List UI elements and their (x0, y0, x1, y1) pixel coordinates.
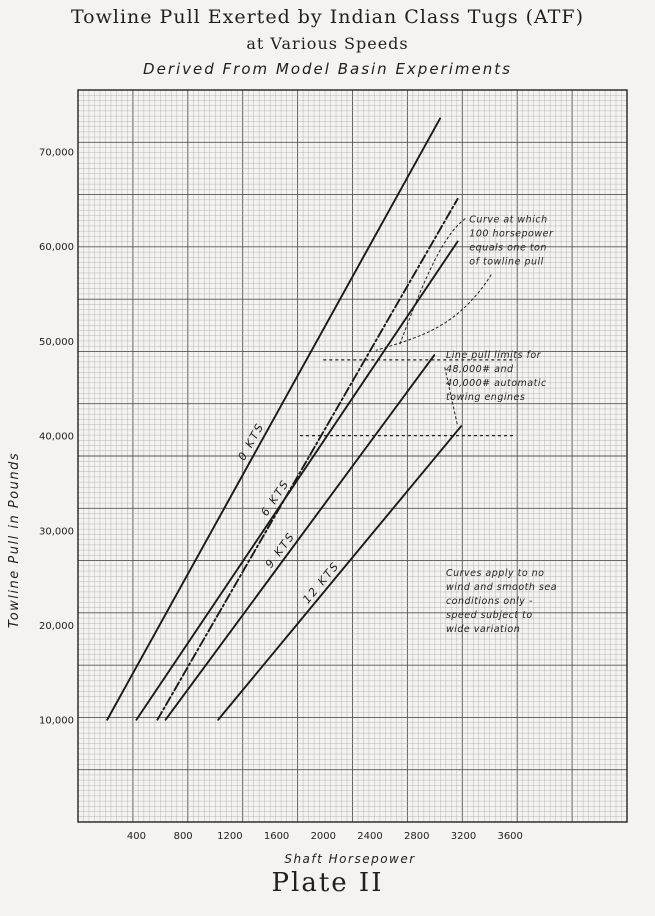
x-tick-label: 1200 (217, 831, 243, 842)
x-tick-label: 2400 (357, 831, 383, 842)
plate-label: Plate II (271, 868, 384, 898)
series-label: 9 KTS (262, 529, 298, 571)
x-tick-label: 3200 (450, 831, 477, 842)
series-line (136, 242, 457, 720)
annotation-text: conditions only - (445, 595, 533, 607)
x-tick-label: 2800 (404, 831, 430, 842)
y-axis-label: Towline Pull in Pounds (7, 451, 22, 629)
chart-subtitle: at Various Speeds (246, 34, 409, 53)
y-tick-label: 50,000 (39, 336, 74, 348)
y-tick-label: 30,000 (39, 526, 74, 538)
annotation-text: towing engines (445, 391, 526, 403)
x-tick-label: 1600 (263, 831, 290, 842)
chart-subtitle-source: Derived From Model Basin Experiments (143, 60, 512, 78)
y-tick-label: 10,000 (39, 715, 74, 727)
series-label: 12 KTS (300, 558, 343, 607)
x-tick-label: 3600 (497, 831, 523, 842)
annotation-text: equals one ton (469, 242, 547, 254)
annotation-text: Line pull limits for (445, 349, 542, 361)
y-tick-label: 60,000 (39, 242, 74, 254)
y-tick-label: 70,000 (39, 147, 74, 159)
x-tick-label: 2000 (310, 831, 337, 842)
series-label: 0 KTS (235, 420, 267, 463)
grid (78, 90, 627, 822)
x-tick-label: 800 (173, 831, 193, 842)
series-line (107, 118, 440, 719)
annotation-text: Curves apply to no (445, 567, 545, 579)
annotation-text: Curve at which (469, 214, 548, 226)
annotation-text: wide variation (445, 623, 521, 635)
y-tick-label: 20,000 (39, 621, 74, 633)
annotation-text: 100 horsepower (469, 228, 554, 240)
annotation-text: wind and smooth sea (445, 581, 558, 593)
x-axis-label: Shaft Horsepower (284, 852, 416, 866)
x-tick-label: 400 (126, 831, 146, 842)
chart-title: Towline Pull Exerted by Indian Class Tugs (ATF) (70, 6, 584, 28)
annotation-text: 48,000# and (445, 363, 514, 375)
y-tick-label: 40,000 (39, 431, 74, 443)
annotation-text: of towline pull (469, 256, 544, 268)
series-line (157, 199, 457, 720)
annotation-text: speed subject to (445, 609, 533, 621)
annotation-text: 40,000# automatic (445, 377, 547, 389)
series-label: 6 KTS (258, 476, 293, 519)
